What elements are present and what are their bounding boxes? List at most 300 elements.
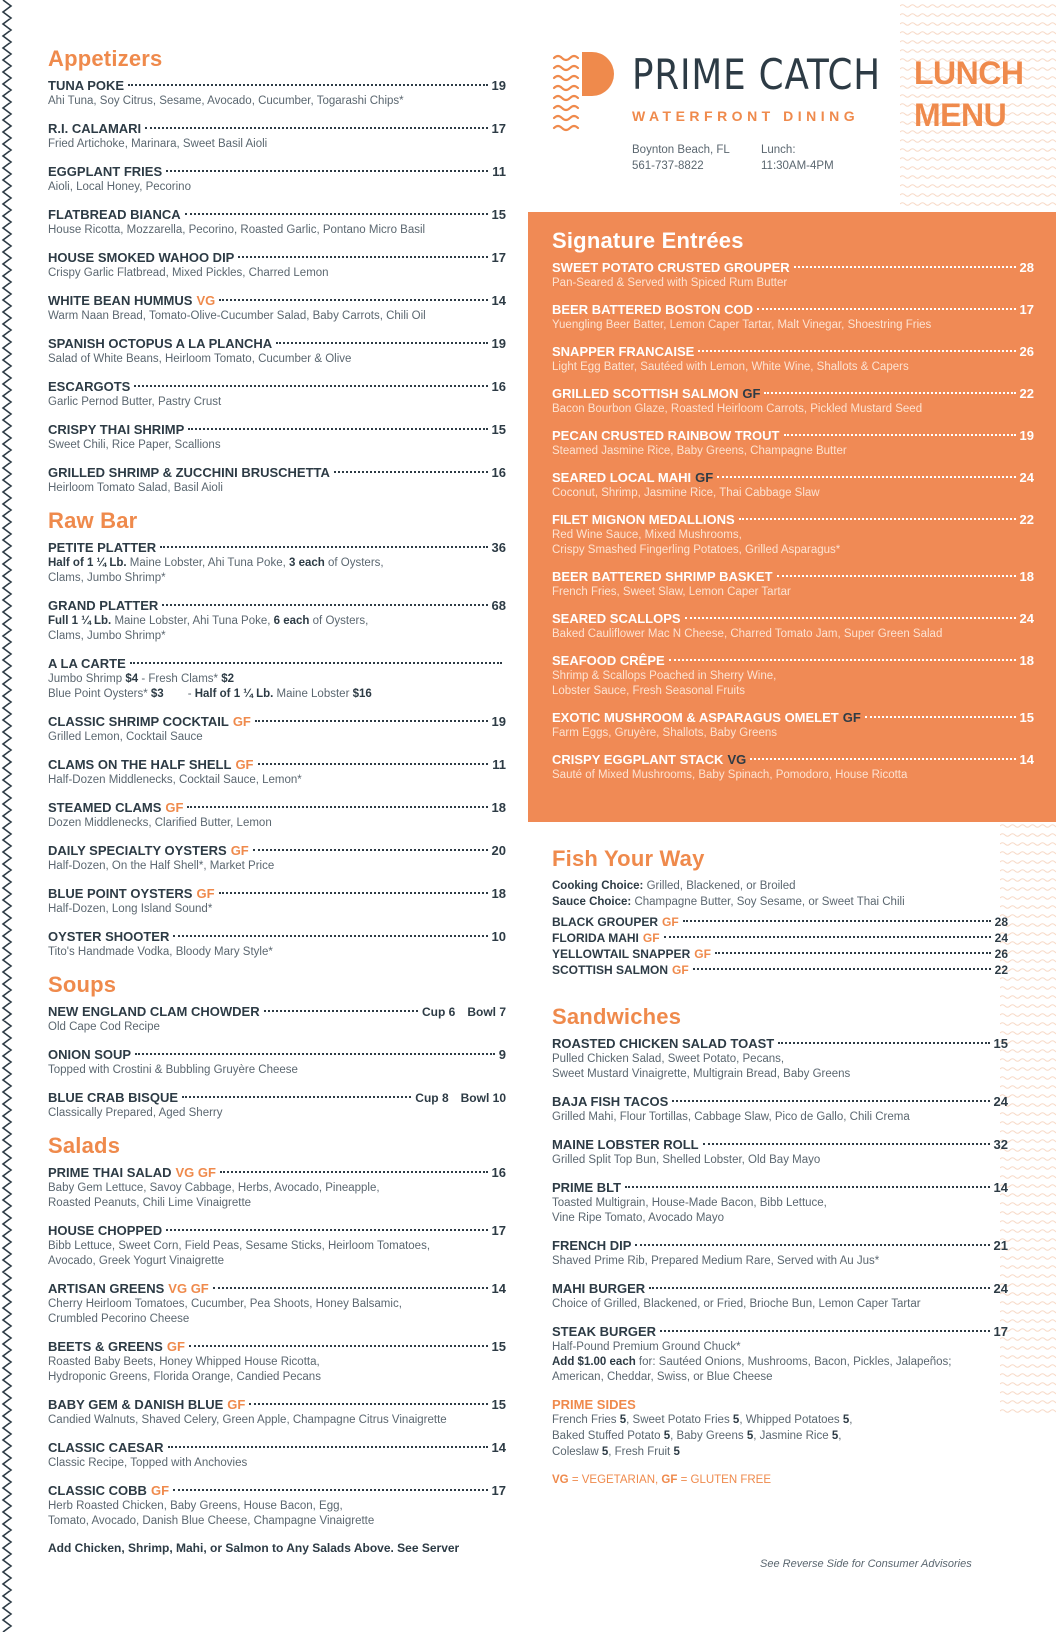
menu-item [48, 164, 506, 195]
item-price: 14 [491, 1440, 506, 1455]
wave-line [1000, 1410, 1056, 1413]
menu-item [552, 512, 1034, 558]
item-name: BLACK GROUPER [552, 915, 659, 929]
side-name: Coleslaw [552, 1446, 602, 1458]
item-name: CLASSIC CAESAR [48, 1440, 164, 1455]
wave-line [1000, 888, 1056, 891]
item-name: STEAK BURGER [552, 1324, 657, 1339]
item-name: MAHI BURGER [552, 1281, 646, 1296]
item-name: CLAMS ON THE HALF SHELL [48, 757, 232, 772]
sides-line [552, 1444, 1008, 1460]
item-name: BABY GEM & DANISH BLUE [48, 1397, 224, 1412]
salads-list [48, 1165, 506, 1529]
sides-title: PRIME SIDES [552, 1397, 636, 1412]
item-line [48, 465, 506, 481]
item-description: Half-Dozen, Long Island Sound* [48, 903, 213, 915]
item-description: Shaved Prime Rib, Prepared Medium Rare, Served with Au Jus* [552, 1255, 880, 1267]
item-name: PETITE PLATTER [48, 540, 157, 555]
side-price: 5 [732, 1414, 740, 1426]
wave-line [1000, 1383, 1056, 1386]
item-name: ONION SOUP [48, 1047, 132, 1062]
wave-line [1000, 1365, 1056, 1368]
item-description: Baked Cauliflower Mac N Cheese, Charred Tomato Jam, Super Green Salad [552, 628, 943, 640]
dot-leader [255, 720, 488, 722]
item-price: 24 [994, 931, 1008, 945]
dot-leader [162, 604, 487, 606]
bowl-price: Bowl 10 [460, 1091, 506, 1105]
item-price: 18 [1019, 653, 1034, 668]
item-price: 22 [994, 963, 1008, 977]
side-price: 5 [831, 1430, 839, 1442]
item-price: 21 [993, 1238, 1008, 1253]
item-line [552, 470, 1034, 486]
item-description: Half-Dozen Middlenecks, Cocktail Sauce, Lemon* [48, 774, 302, 786]
item-line [552, 344, 1034, 360]
item-price: 19 [1019, 428, 1034, 443]
wave-line [1000, 951, 1056, 954]
wave-line [1000, 924, 1056, 927]
item-line [48, 886, 506, 902]
menu-item [552, 1238, 1008, 1269]
wave-line [1000, 1392, 1056, 1395]
diet-tag: GF [695, 470, 714, 485]
item-line [48, 250, 506, 266]
item-price: 16 [491, 379, 506, 394]
item-description: Grilled Mahi, Flour Tortillas, Cabbage Slaw, Pico de Gallo, Chili Crema [552, 1111, 910, 1123]
menu-title-line2: MENU [914, 97, 1007, 133]
wave-line [1000, 870, 1056, 873]
item-description: Blue Point Oysters* $3 - Half of 1 ¼ Lb. Maine Lobster $16 [48, 688, 372, 700]
item-price: 19 [491, 714, 506, 729]
item-line [48, 843, 506, 859]
item-price: 22 [1019, 386, 1034, 401]
item-line [48, 422, 506, 438]
dot-leader [865, 716, 1016, 718]
item-price: 18 [1019, 569, 1034, 584]
item-name: YELLOWTAIL SNAPPER [552, 947, 691, 961]
item-name: PRIME THAI SALAD [48, 1165, 172, 1180]
item-name: HOUSE SMOKED WAHOO DIP [48, 250, 235, 265]
item-name: ARTISAN GREENS [48, 1281, 165, 1296]
item-name: HOUSE CHOPPED [48, 1223, 163, 1238]
dot-leader [189, 1345, 488, 1347]
side-price: 5 [663, 1430, 671, 1442]
item-line [552, 710, 1034, 726]
dot-leader [777, 575, 1016, 577]
wave-line [1000, 1239, 1056, 1242]
dot-leader [220, 1171, 488, 1173]
diet-tag: VG GF [168, 1281, 209, 1296]
diet-tag: GF [694, 947, 711, 961]
dot-leader [182, 1096, 411, 1098]
item-name: SPANISH OCTOPUS A LA PLANCHA [48, 336, 273, 351]
item-description: Half-Pound Premium Ground Chuck* [552, 1341, 741, 1353]
item-description: French Fries, Sweet Slaw, Lemon Caper Tartar [552, 586, 791, 598]
wave-line [1000, 825, 1056, 828]
dot-leader [334, 471, 488, 473]
wave-line [1000, 1059, 1056, 1062]
item-price: 16 [491, 1165, 506, 1180]
signature-title: Signature Entrées [552, 228, 744, 253]
menu-item [552, 1036, 1008, 1082]
item-name: BLUE CRAB BISQUE [48, 1090, 179, 1105]
wave-line [1000, 978, 1056, 981]
menu-item [48, 1339, 506, 1385]
wave-line [1000, 1068, 1056, 1071]
item-price: 22 [1019, 512, 1034, 527]
dot-leader [185, 213, 488, 215]
menu-title-line1: LUNCH [914, 55, 1024, 91]
item-description: Warm Naan Bread, Tomato-Olive-Cucumber Salad, Baby Carrots, Chili Oil [48, 310, 426, 322]
item-price: 36 [491, 540, 506, 555]
wave-line [1000, 1095, 1056, 1098]
wave-line [1000, 1293, 1056, 1296]
wave-line [1000, 1185, 1056, 1188]
item-description: Steamed Jasmine Rice, Baby Greens, Champagne Butter [552, 445, 847, 457]
wave-line [1000, 987, 1056, 990]
wave-line [1000, 1113, 1056, 1116]
item-price: 32 [993, 1137, 1008, 1152]
dot-leader [264, 1010, 418, 1012]
menu-item [552, 1094, 1008, 1125]
item-description: Sweet Chili, Rice Paper, Scallions [48, 439, 221, 451]
brand-hours [761, 142, 834, 174]
item-price: 17 [491, 121, 506, 136]
fish-item [552, 930, 1008, 946]
item-price: 15 [491, 1339, 506, 1354]
wave-line [900, 176, 1056, 179]
item-description: Crispy Garlic Flatbread, Mixed Pickles, Charred Lemon [48, 267, 329, 279]
menu-item [552, 611, 1034, 642]
wave-line [1000, 1302, 1056, 1305]
item-description: Half-Dozen, On the Half Shell*, Market Price [48, 860, 275, 872]
item-name: SEARED LOCAL MAHI [552, 470, 692, 485]
item-description: Old Cape Cod Recipe [48, 1021, 160, 1033]
item-price: 26 [1019, 344, 1034, 359]
item-name: NEW ENGLAND CLAM CHOWDER [48, 1004, 260, 1019]
item-description: Clams, Jumbo Shrimp* [48, 572, 166, 584]
menu-item [552, 344, 1034, 375]
dot-leader [698, 350, 1015, 352]
item-name: SWEET POTATO CRUSTED GROUPER [552, 260, 790, 275]
dot-leader [683, 920, 991, 922]
item-description: Tomato, Avocado, Danish Blue Cheese, Champagne Vinaigrette [48, 1515, 375, 1527]
item-line [48, 1397, 506, 1413]
menu-item [48, 598, 506, 644]
raw-bar-list [48, 714, 506, 960]
item-price: 18 [491, 800, 506, 815]
side-price: 5 [842, 1414, 850, 1426]
cooking-choice: Cooking Choice: Grilled, Blackened, or Broiled [552, 880, 796, 892]
item-price: 11 [492, 757, 506, 772]
dot-leader [188, 428, 487, 430]
dot-leader [173, 1489, 488, 1491]
wave-line [1000, 1266, 1056, 1269]
wave-line [1000, 1023, 1056, 1026]
dot-leader [717, 476, 1015, 478]
item-line [48, 929, 506, 945]
item-description: Baby Gem Lettuce, Savoy Cabbage, Herbs, Avocado, Pineapple, [48, 1182, 380, 1194]
dot-leader [739, 518, 1016, 520]
salads-note: Add Chicken, Shrimp, Mahi, or Salmon to Any Salads Above. See Server [48, 1541, 460, 1555]
side-price: 5 [673, 1446, 680, 1458]
wave-line [1000, 1050, 1056, 1053]
item-description: Jumbo Shrimp $4 - Fresh Clams* $2 [48, 673, 235, 685]
item-name: CRISPY THAI SHRIMP [48, 422, 185, 437]
item-name: BEER BATTERED SHRIMP BASKET [552, 569, 773, 584]
right-lower-column [552, 846, 1008, 1486]
item-price: 24 [993, 1094, 1008, 1109]
wave-line [1000, 996, 1056, 999]
wave-line [1000, 1311, 1056, 1314]
wave-line [1000, 834, 1056, 837]
fish-item [552, 962, 1008, 978]
cup-price: Cup 6 [421, 1005, 456, 1019]
dot-leader [778, 1042, 989, 1044]
menu-item [48, 250, 506, 281]
menu-title [914, 52, 1023, 136]
diet-tag: GF [227, 1397, 246, 1412]
wave-line [1000, 852, 1056, 855]
dot-leader [187, 806, 487, 808]
menu-item [48, 465, 506, 496]
menu-item [48, 1440, 506, 1471]
wave-pattern-lower [1000, 820, 1056, 1420]
dot-leader [660, 1330, 990, 1332]
logo-mark-icon [552, 52, 616, 142]
item-price: 17 [993, 1324, 1008, 1339]
item-name: GRAND PLATTER [48, 598, 159, 613]
sauce-choice: Sauce Choice: Champagne Butter, Soy Sesame, or Sweet Thai Chili [552, 896, 905, 908]
item-description: Light Egg Batter, Sautéed with Lemon, White Wine, Shallots & Capers [552, 361, 909, 373]
item-price: 17 [491, 250, 506, 265]
item-price: 14 [993, 1180, 1008, 1195]
diet-tag: GF [642, 931, 660, 945]
item-line [552, 386, 1034, 402]
menu-item [48, 1004, 506, 1035]
item-line [552, 653, 1034, 669]
menu-item [48, 540, 506, 586]
item-price: 26 [994, 947, 1008, 961]
menu-item [552, 710, 1034, 741]
wave-line [1000, 1086, 1056, 1089]
item-price: 24 [1019, 470, 1034, 485]
menu-item [48, 1281, 506, 1327]
diet-tag: GF [235, 757, 254, 772]
diet-tag: GF [165, 800, 184, 815]
side-name: , Jasmine Rice [753, 1430, 832, 1442]
wave-line [900, 32, 1056, 35]
side-price: 5 [746, 1430, 754, 1442]
wave-line [1000, 942, 1056, 945]
item-line [552, 512, 1034, 528]
item-name: BEETS & GREENS [48, 1339, 163, 1354]
wave-line [1000, 1077, 1056, 1080]
item-price: 18 [491, 886, 506, 901]
item-description: Full 1 ¼ Lb. Maine Lobster, Ahi Tuna Poke, 6 each of Oysters, [48, 615, 369, 627]
side-name: , Sweet Potato Fries [626, 1414, 733, 1426]
item-description: Cherry Heirloom Tomatoes, Cucumber, Pea Shoots, Honey Balsamic, [48, 1298, 402, 1310]
wave-line [1000, 1338, 1056, 1341]
item-description: Heirloom Tomato Salad, Basil Aioli [48, 482, 223, 494]
item-line [552, 1238, 1008, 1254]
wave-line [900, 194, 1056, 197]
item-description: Avocado, Greek Yogurt Vinaigrette [48, 1255, 225, 1267]
item-description: Clams, Jumbo Shrimp* [48, 630, 166, 642]
wave-line [1000, 1275, 1056, 1278]
dot-leader [625, 1186, 989, 1188]
menu-item [48, 379, 506, 410]
item-line [552, 611, 1034, 627]
item-name: EGGPLANT FRIES [48, 164, 163, 179]
item-price: 19 [491, 336, 506, 351]
item-price: 24 [1019, 611, 1034, 626]
diet-legend: VG = VEGETARIAN, GF = GLUTEN FREE [552, 1474, 772, 1486]
menu-item [48, 336, 506, 367]
item-price: 16 [491, 465, 506, 480]
dot-leader [669, 659, 1016, 661]
fish-title: Fish Your Way [552, 846, 705, 871]
menu-item [48, 800, 506, 831]
item-description: Classic Recipe, Topped with Anchovies [48, 1457, 248, 1469]
item-description: Candied Walnuts, Shaved Celery, Green Apple, Champagne Citrus Vinaigrette [48, 1414, 447, 1426]
soups-title: Soups [48, 972, 117, 997]
menu-item [552, 569, 1034, 600]
wave-line [900, 23, 1056, 26]
diet-tag: GF [742, 386, 761, 401]
item-description: Bacon Bourbon Glaze, Roasted Heirloom Carrots, Pickled Mustard Seed [552, 403, 923, 415]
item-line [48, 1483, 506, 1499]
item-line [48, 800, 506, 816]
item-name: FLORIDA MAHI [552, 931, 639, 945]
item-price: 15 [491, 1397, 506, 1412]
item-line [48, 379, 506, 395]
item-line [48, 714, 506, 730]
menu-item [48, 843, 506, 874]
item-name: FRENCH DIP [552, 1238, 632, 1253]
dot-leader [173, 935, 487, 937]
wave-line [1000, 1329, 1056, 1332]
item-price: 15 [993, 1036, 1008, 1051]
item-price: 9 [498, 1047, 506, 1062]
dot-leader [166, 170, 488, 172]
wave-line [1000, 1104, 1056, 1107]
item-line [48, 1440, 506, 1456]
item-description: Herb Roasted Chicken, Baby Greens, House Bacon, Egg, [48, 1500, 343, 1512]
menu-item [552, 470, 1034, 501]
item-line [48, 1281, 506, 1297]
item-description: Farm Eggs, Gruyère, Shallots, Baby Greens [552, 727, 777, 739]
menu-item [48, 929, 506, 960]
item-description: Half of 1 ¼ Lb. Maine Lobster, Ahi Tuna Poke, 3 each of Oysters, [48, 557, 384, 569]
wave-line [900, 149, 1056, 152]
advisory-note: See Reverse Side for Consumer Advisories [760, 1558, 972, 1570]
diet-tag: GF [230, 843, 249, 858]
item-name: SEAFOOD CRÊPE [552, 653, 665, 668]
hours-label: Lunch: [761, 144, 796, 156]
fish-item [552, 914, 1008, 930]
menu-item [48, 78, 506, 109]
diet-tag: GF [196, 886, 215, 901]
item-description: Ahi Tuna, Soy Citrus, Sesame, Avocado, Cucumber, Togarashi Chips* [48, 95, 404, 107]
item-line [552, 1094, 1008, 1110]
item-description: Hydroponic Greens, Florida Orange, Candied Pecans [48, 1371, 321, 1383]
item-line [552, 1137, 1008, 1153]
wave-line [1000, 1320, 1056, 1323]
menu-item [48, 714, 506, 745]
wave-line [1000, 969, 1056, 972]
wave-line [1000, 1203, 1056, 1206]
item-description: Sauté of Mixed Mushrooms, Baby Spinach, Pomodoro, House Ricotta [552, 769, 908, 781]
appetizers-list [48, 78, 506, 496]
dot-leader [145, 127, 487, 129]
item-name: OYSTER SHOOTER [48, 929, 170, 944]
menu-item [48, 1483, 506, 1529]
dot-leader [635, 1244, 989, 1246]
item-description: Garlic Pernod Butter, Pastry Crust [48, 396, 222, 408]
diet-tag: GF [166, 1339, 185, 1354]
signature-entrees-panel [528, 212, 1056, 822]
brand-tagline: WATERFRONT DINING [632, 108, 860, 124]
item-line [48, 1339, 506, 1355]
item-line [48, 164, 506, 180]
item-name: R.I. CALAMARI [48, 121, 142, 136]
menu-item [552, 302, 1034, 333]
item-description: Pulled Chicken Salad, Sweet Potato, Pecans, [552, 1053, 785, 1065]
menu-item [48, 121, 506, 152]
raw-bar-title: Raw Bar [48, 508, 138, 533]
diet-tag: VG [196, 293, 216, 308]
sandwiches-title: Sandwiches [552, 1004, 682, 1029]
item-description: Roasted Peanuts, Chili Lime Vinaigrette [48, 1197, 252, 1209]
menu-item [552, 386, 1034, 417]
menu-item [48, 886, 506, 917]
item-price: 15 [491, 422, 506, 437]
item-name: FLATBREAD BIANCA [48, 207, 181, 222]
dot-leader [160, 546, 487, 548]
item-price: 19 [491, 78, 506, 93]
item-line [48, 1223, 506, 1239]
dot-leader [794, 266, 1016, 268]
item-name: CLASSIC SHRIMP COCKTAIL [48, 714, 229, 729]
fish-item [552, 946, 1008, 962]
wave-line [1000, 1149, 1056, 1152]
dot-leader [258, 763, 489, 765]
item-description: House Ricotta, Mozzarella, Pecorino, Roasted Garlic, Pontano Micro Basil [48, 224, 426, 236]
wave-line [1000, 1122, 1056, 1125]
side-name: , Fresh Fruit [608, 1446, 674, 1458]
menu-item [552, 653, 1034, 699]
item-description: Toasted Multigrain, House-Made Bacon, Bibb Lettuce, [552, 1197, 827, 1209]
dot-leader [703, 1143, 990, 1145]
wave-line [1000, 960, 1056, 963]
wave-line [1000, 1356, 1056, 1359]
item-line [48, 757, 506, 773]
item-description: Pan-Seared & Served with Spiced Rum Butter [552, 277, 788, 289]
dot-leader [219, 892, 488, 894]
dot-leader [715, 952, 991, 954]
item-line [48, 1165, 506, 1181]
item-name: FILET MIGNON MEDALLIONS [552, 512, 735, 527]
item-line [552, 1180, 1008, 1196]
item-line [48, 336, 506, 352]
item-name: GRILLED SCOTTISH SALMON [552, 386, 739, 401]
dot-leader [166, 1229, 487, 1231]
brand-name: PRIME CATCH [632, 50, 881, 99]
item-description: Aioli, Local Honey, Pecorino [48, 181, 191, 193]
item-price: 14 [1019, 752, 1034, 767]
diet-tag: GF [842, 710, 861, 725]
